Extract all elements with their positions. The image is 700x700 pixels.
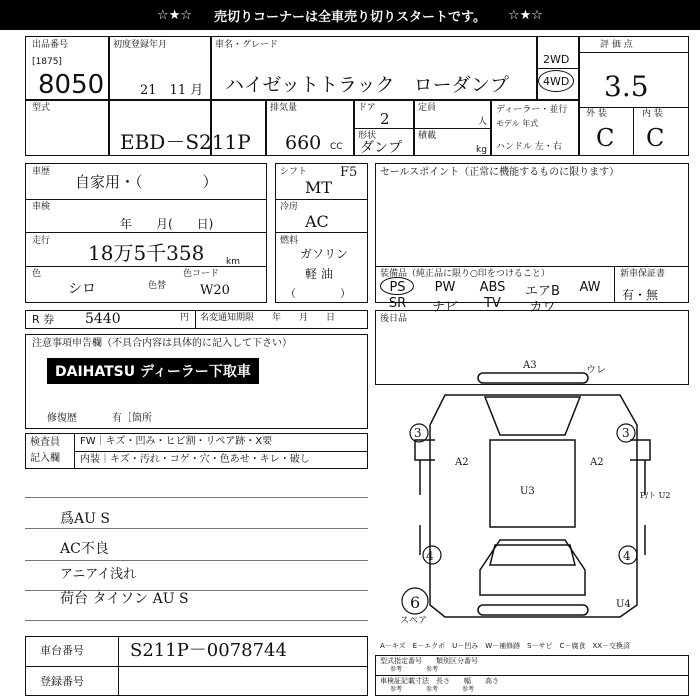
repair-label: 修復歴 — [47, 413, 77, 424]
aftermarket-label: 後日品 — [380, 314, 408, 324]
footer-row3: 車検証記載寸法 長さ 幅 高さ — [380, 677, 499, 685]
mark-a2-right: A2 — [590, 457, 604, 468]
damage-legend: A－キズ E－エクボ U－凹み W－補修跡 S－サビ C－腐食 XX－交換済 — [380, 642, 631, 650]
exterior-value: C — [596, 124, 615, 152]
shape-value: ダンプ — [360, 140, 403, 156]
equip-navi: ナビ — [431, 300, 458, 315]
equip-pw: PW — [434, 280, 456, 295]
recycle-value: 5440 — [85, 311, 121, 327]
recycle-label: R 券 — [32, 313, 55, 326]
equip-ps: PS — [389, 280, 406, 295]
mileage-value: 18万5千358 — [88, 241, 205, 265]
model-label: 型式 — [32, 103, 51, 113]
equip-sr: SR — [388, 296, 407, 311]
lot-number: 8050 — [38, 70, 105, 100]
inspection-label: 車検 — [32, 202, 51, 212]
drive-2wd: 2WD — [543, 53, 570, 66]
cc-unit: CC — [330, 142, 343, 152]
mileage-label: 走行 — [32, 236, 51, 246]
color-label: 色 — [32, 269, 42, 279]
exterior-label: 外 装 — [586, 109, 607, 119]
handle-label: ハンドル 左・右 — [496, 142, 562, 152]
mark-a2-left: A2 — [455, 457, 469, 468]
warranty-label: 新車保証書 — [620, 269, 666, 279]
shift-value: MT — [305, 178, 333, 197]
handwritten-note-3: アニアイ浅れ — [60, 567, 137, 582]
mark-u4: U4 — [616, 599, 631, 610]
mark-a3: A3 — [523, 360, 537, 371]
history-value: 自家用・（ ） — [75, 173, 218, 191]
color-change-label: 色替 — [148, 281, 167, 291]
dealer-tag: DAIHATSU ディーラー下取車 — [47, 358, 259, 384]
fuel-paren: （ ） — [285, 287, 351, 300]
banner-stars-left: ☆★☆ — [157, 7, 193, 23]
repair-value: 有［箇所 — [112, 413, 152, 424]
color-code-value: W20 — [200, 283, 230, 298]
mark-4-left: 4 — [426, 549, 434, 563]
notes-label: 注意事項申告欄（不具合内容は具体的に記入して下さい） — [32, 338, 292, 349]
inspection-value: 年 月( 日) — [120, 217, 214, 231]
interior-label: 内 装 — [642, 109, 663, 119]
kg-unit: kg — [476, 145, 487, 155]
model-year-label: モデル 年式 — [496, 119, 539, 128]
ac-label: 冷房 — [280, 202, 299, 212]
first-reg-value: 21 11 月 — [140, 83, 204, 98]
doors-label: ドア — [358, 103, 376, 113]
equip-tv: TV — [484, 296, 501, 311]
drive-4wd: 4WD — [543, 75, 570, 88]
footer-row2: 参考 参考 — [390, 666, 439, 673]
grade-label: 評 価 点 — [600, 40, 633, 50]
footer-row4: 参考 参考 参考 — [390, 686, 475, 693]
equipment-label: 装備品（純正品に限り○印をつけること） — [380, 269, 550, 279]
drive-4wd-circle — [538, 70, 574, 92]
mark-3-right: 3 — [622, 426, 630, 440]
equip-leather: カワ — [529, 300, 556, 315]
chassis-label: 車台番号 — [40, 644, 84, 657]
mark-pt-u2: P/ト U2 — [640, 491, 671, 500]
spare-label: スペア — [400, 616, 428, 626]
inspector-label2: 記入欄 — [30, 453, 60, 464]
equip-ps-circle — [380, 277, 414, 295]
name-value: ハイゼットトラック ローダンプ — [225, 74, 509, 96]
banner-title: 売切りコーナーは全車売り切りスタートです。 — [214, 9, 486, 25]
reg-label: 登録番号 — [40, 675, 84, 688]
equip-abs: ABS — [479, 280, 506, 295]
dealer-label: ディーラー・並行 — [496, 105, 568, 115]
color-value: シロ — [68, 281, 96, 297]
shift-gear: F5 — [340, 165, 358, 180]
person-unit: 人 — [478, 117, 488, 127]
displacement-value: 660 — [285, 132, 322, 154]
spare-value: 6 — [410, 593, 421, 612]
ac-value: AC — [305, 212, 329, 231]
lot-sub: [1875] — [32, 57, 62, 67]
shape-label: 形状 — [358, 131, 377, 141]
name-change-ym: 年 月 日 — [272, 313, 336, 323]
handwritten-note-1: 爲AU S — [60, 511, 110, 527]
warranty-value: 有・無 — [622, 288, 659, 302]
km-unit: km — [226, 257, 240, 267]
shift-label: シフト — [280, 167, 308, 177]
grade-value: 3.5 — [604, 70, 649, 103]
inspector-row2: 内装｜キズ・汚れ・コゲ・穴・色あせ・キレ・破し — [80, 454, 310, 465]
footer-row1: 型式指定番号 類別区分番号 — [380, 657, 478, 665]
displacement-label: 排気量 — [270, 103, 298, 113]
car-damage-diagram — [375, 355, 689, 655]
mark-4-right: 4 — [623, 549, 631, 563]
mark-3-left: 3 — [414, 426, 422, 440]
mark-u3: U3 — [520, 486, 535, 497]
mark-ure: ウレ — [586, 365, 606, 376]
equip-aw: AW — [579, 280, 601, 295]
name-label: 車名・グレード — [215, 40, 279, 50]
banner-stars-right: ☆★☆ — [507, 7, 543, 23]
doors-value: 2 — [380, 110, 390, 128]
model-value: EBD－S211P — [120, 130, 251, 154]
color-code-label: 色コード — [183, 269, 220, 279]
handwritten-note-2: AC不良 — [60, 541, 109, 557]
recycle-yen: 円 — [180, 313, 190, 323]
fuel-label: 燃料 — [280, 236, 299, 246]
lot-label: 出品番号 — [32, 40, 69, 50]
first-reg-label: 初度登録年月 — [113, 40, 168, 50]
equip-airbag: エアB — [525, 284, 560, 299]
inspector-label1: 検査員 — [30, 437, 60, 448]
banner — [0, 0, 700, 30]
interior-value: C — [646, 124, 665, 152]
fuel-alt: 軽 油 — [305, 267, 333, 281]
history-label: 車歴 — [32, 167, 51, 177]
fuel-value: ガソリン — [300, 247, 349, 261]
name-change-label: 名変通知期限 — [200, 313, 255, 323]
chassis-value: S211P－0078744 — [130, 640, 287, 661]
handwritten-note-4: 荷台 タイソン AU S — [60, 591, 189, 607]
capacity-label: 定員 — [418, 103, 437, 113]
sales-point-label: セールスポイント（正常に機能するものに限ります） — [380, 167, 620, 178]
load-label: 積載 — [418, 131, 437, 141]
inspector-row1: FW｜キズ・凹み・ヒビ割・リペア跡・X要 — [80, 436, 273, 447]
